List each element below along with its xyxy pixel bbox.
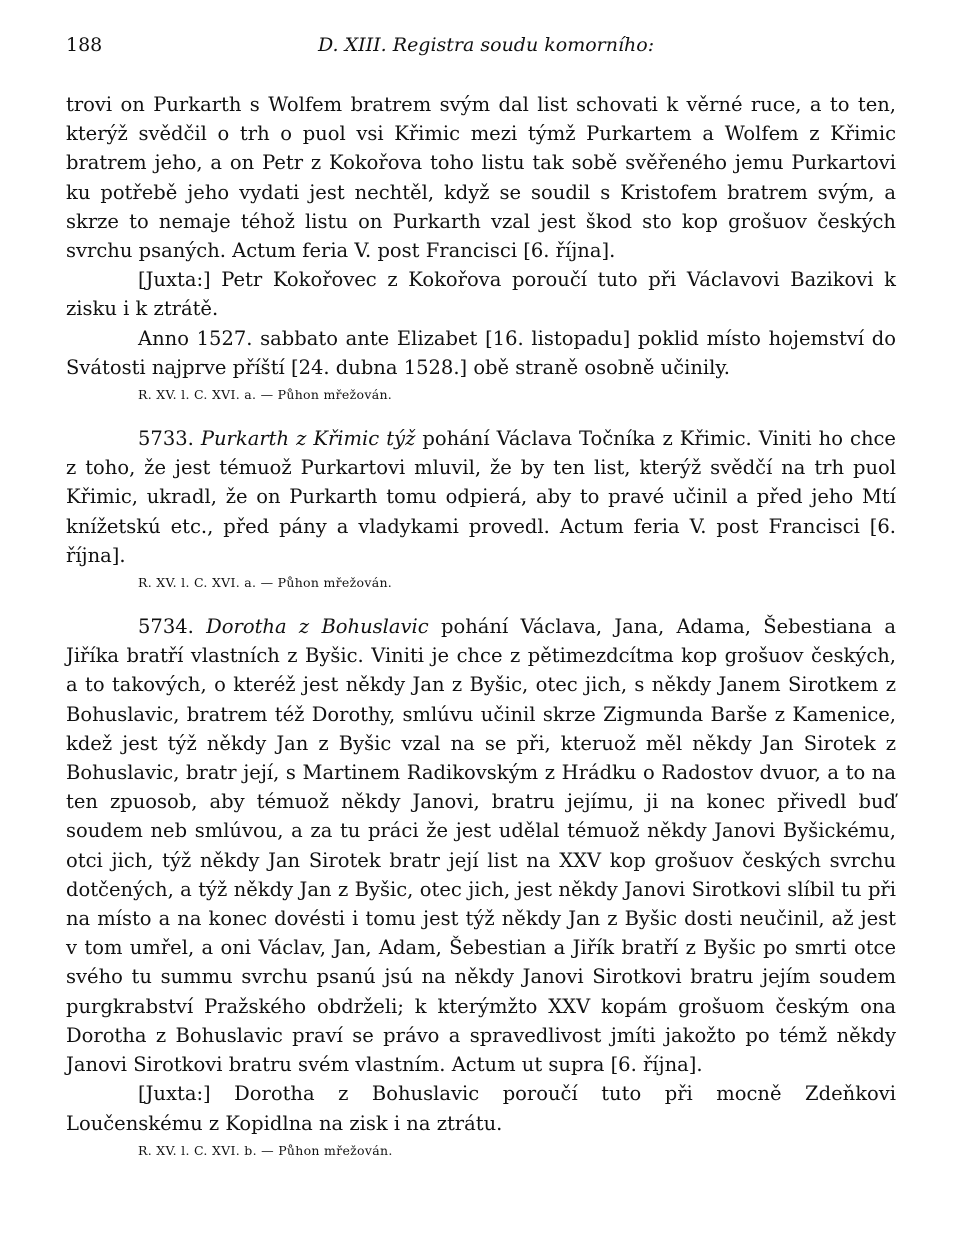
entry-number: 5734.: [138, 615, 194, 639]
reference-note: R. XV. l. C. XVI. b. — Půhon mřežován.: [138, 1142, 393, 1158]
page-header: [66, 34, 896, 70]
page-number: 188: [66, 34, 103, 56]
paragraph-continuation: trovi on Purkarth s Wolfem bratrem svým dal list schovati k věrné ruce, a to ten, kterýž svědčil o trh o puol vsi Křimic mezi týmž Purkartem a Wolfem z Křimic bratrem jeho, a on Petr z Kokořova toho listu tak sobě svěřeného jemu Purkartovi ku potřebě jeho vydati jest nechtěl, když se soudil s Kristofem bratrem svým, a skrze to nemaje téhož listu on Purkarth vzal jest škod sto kop grošuov českých svrchu psaných. Actum feria V. post Francisci [6. října].: [66, 93, 896, 263]
document-page: [66, 34, 896, 1180]
running-head: D. XIII. Registra soudu komorního:: [318, 34, 655, 56]
reference-note: R. XV. l. C. XVI. a. — Půhon mřežován.: [138, 575, 393, 591]
entry-5734: [66, 612, 896, 1079]
entry-parties: Purkarth z Křimic týž: [200, 427, 416, 451]
entry-text: pohání Václava Točníka z Křimic. Viniti ho chce z toho, že jest témuož Purkartovi mluvil, že by ten list, kterýž svědčí na trh puol Křimic, ukradl, že on Purkarth tomu odpierá, aby to pravé učinil a před jeho Mtí knížetskú etc., před pány a vladykami provedl. Actum feria V. post Francisci [6. října].: [66, 427, 896, 567]
entry-5733: [66, 424, 896, 570]
entry-parties: Dorotha z Bohuslavic: [206, 615, 429, 639]
paragraph-juxta: [Juxta:] Petr Kokořovec z Kokořova poroučí tuto při Václavovi Bazikovi k zisku i k ztrátě.: [66, 268, 896, 321]
page-content: [66, 90, 896, 1160]
paragraph-anno: Anno 1527. sabbato ante Elizabet [16. listopadu] poklid místo hojemství do Svátosti najprve příští [24. dubna 1528.] obě straně osobně učinily.: [66, 326, 896, 379]
reference-note: R. XV. l. C. XVI. a. — Půhon mřežován.: [138, 387, 393, 403]
paragraph-juxta: [Juxta:] Dorotha z Bohuslavic poroučí tuto při mocně Zdeňkovi Loučenskému z Kopidlna na zisk i na ztrátu.: [66, 1082, 896, 1135]
entry-number: 5733.: [138, 427, 194, 451]
entry-text: pohání Václava, Jana, Adama, Šebestiana a Jiříka bratří vlastních z Byšic. Viniti je chce z pětimezdcítma kop grošuov českých, a to takových, o kteréž jest někdy Jan z Byšic, otec jich, s někdy Janem Sirotkem z Bohuslavic, bratrem též Dorothy, smlúvu učinil skrze Zigmunda Barše z Kamenice, kdež jest týž někdy Jan z Byšic vzal na se při, kteruož měl někdy Jan Sirotek z Bohuslavic, bratr její, s Martinem Radikovským z Hrádku o Radostov dvuor, a to na ten zpuosob, aby témuož někdy Janovi, bratru jejímu, ji na konec přivedl buď soudem neb smlúvou, a za tu práci že jest udělal témuož někdy Janovi Byšickému, otci jich, týž někdy Jan Sirotek bratr její list na XXV kop grošuov českých svrchu dotčených, a týž někdy Jan z Byšic, otec jich, jest někdy Janovi Sirotkovi slíbil tu při na místo a na konec dovésti i tomu jest týž někdy Jan z Byšic dosti neučinil, až jest v tom umřel, a oni Václav, Jan, Adam, Šebestian a Jiřík bratří z Byšic po smrti otce svého tu summu svrchu psanú jsú na někdy Janovi Sirotkovi bratru jejím soudem purgkrabství Pražského obdrželi; k kterýmžto XXV kopám grošuom českým ona Dorotha z Bohuslavic praví se právo a spravedlivost jmíti jakožto po témž někdy Janovi Sirotkovi bratru svém vlastním. Actum ut supra [6. října].: [66, 615, 897, 1077]
